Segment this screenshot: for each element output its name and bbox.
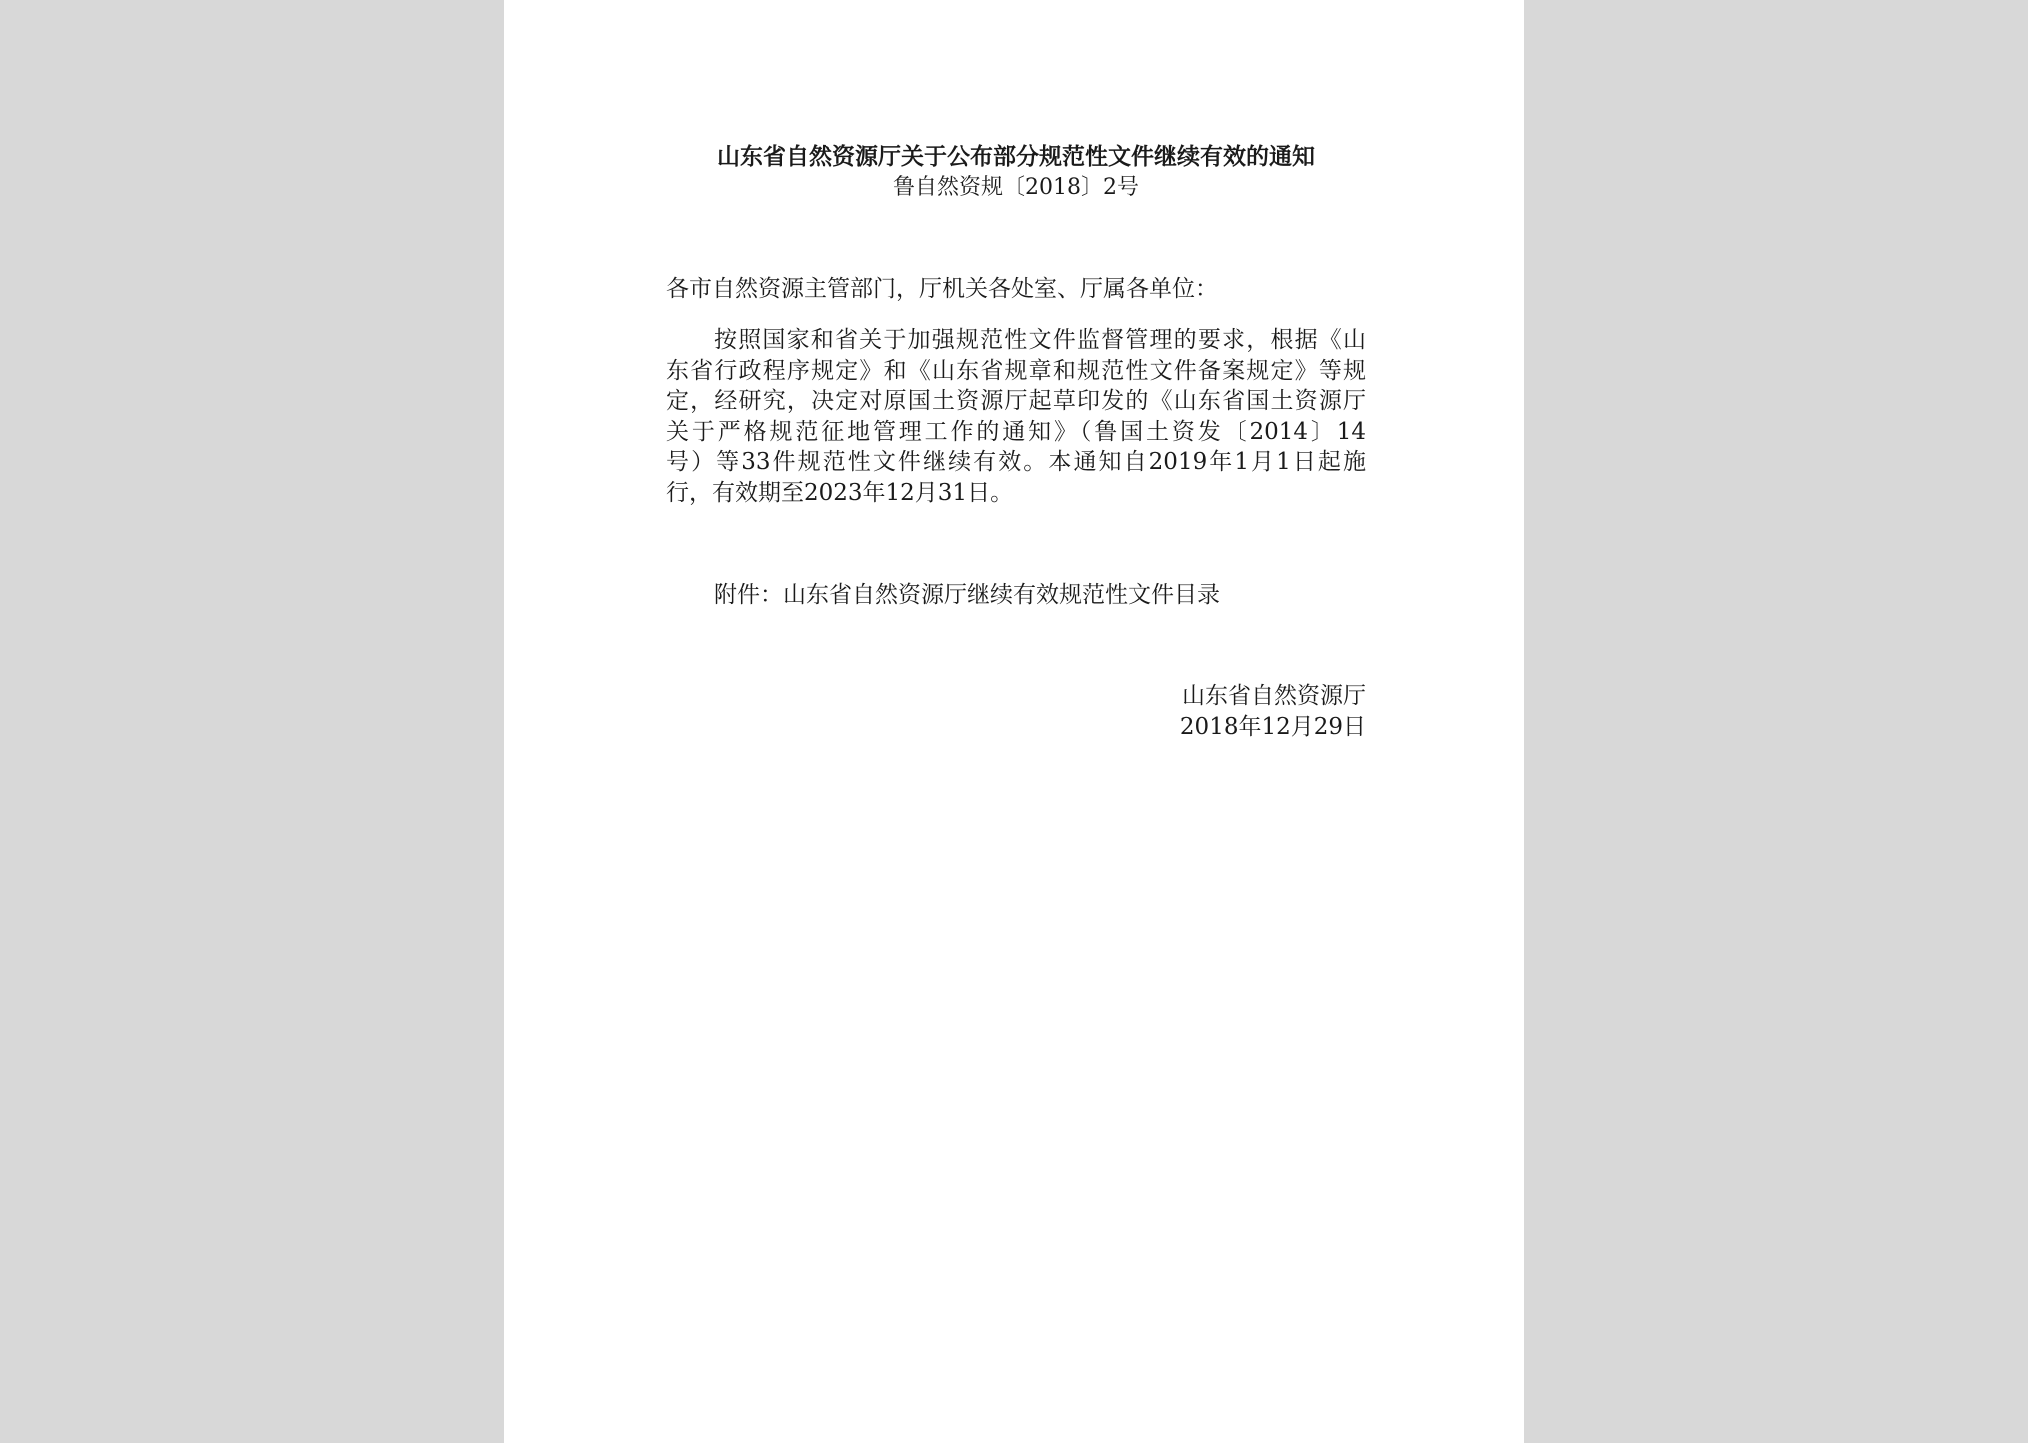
attachment-note: 附件：山东省自然资源厅继续有效规范性文件目录 xyxy=(714,582,1220,608)
signature-block xyxy=(1180,681,1366,742)
body-line: 关于严格规范征地管理工作的通知》（鲁国土资发〔2014〕14 xyxy=(666,418,1366,445)
body-line: 行，有效期至2023年12月31日。 xyxy=(666,479,1014,506)
signature-date: 2018年12月29日 xyxy=(1179,713,1366,740)
document-number: 鲁自然资规〔2018〕2号 xyxy=(893,175,1139,200)
body-line: 东省行政程序规定》和《山东省规章和规范性文件备案规定》等规 xyxy=(666,357,1366,384)
salutation: 各市自然资源主管部门，厅机关各处室、厅属各单位： xyxy=(666,276,1218,302)
document-page xyxy=(504,0,1524,1443)
body-line: 按照国家和省关于加强规范性文件监督管理的要求，根据《山 xyxy=(714,327,1366,353)
body-line: 号）等33件规范性文件继续有效。本通知自2019年1月1日起施 xyxy=(666,449,1366,475)
body-paragraph xyxy=(666,325,1366,508)
document-title: 山东省自然资源厅关于公布部分规范性文件继续有效的通知 xyxy=(717,143,1315,170)
signature-org: 山东省自然资源厅 xyxy=(1182,683,1366,709)
body-line: 定，经研究，决定对原国土资源厅起草印发的《山东省国土资源厅 xyxy=(666,388,1366,414)
